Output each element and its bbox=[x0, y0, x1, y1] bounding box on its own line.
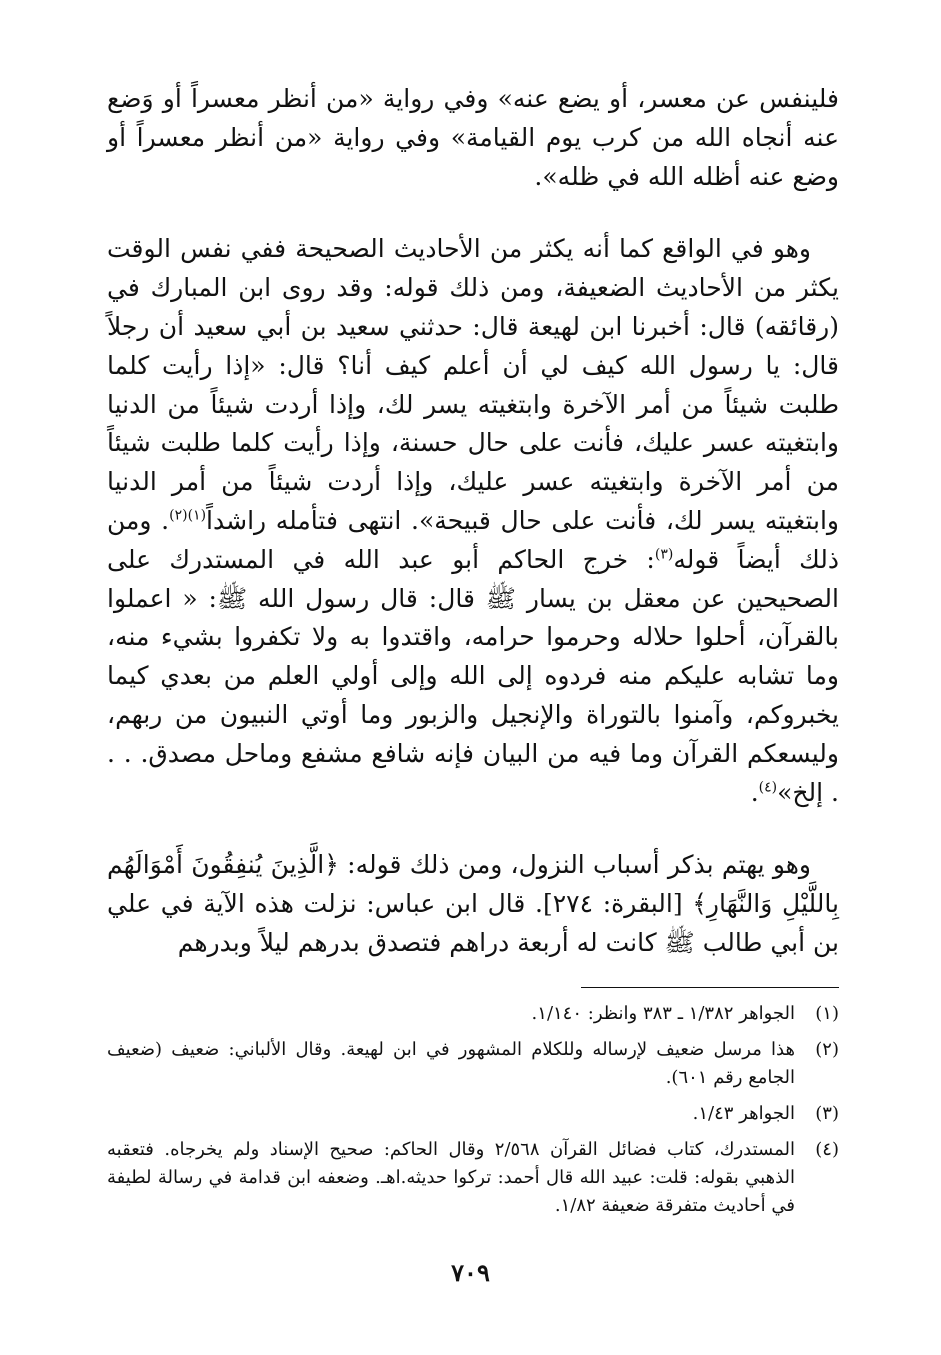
footnote-item bbox=[107, 1136, 839, 1220]
paragraph-3 bbox=[107, 846, 839, 962]
footnote-text: الجواهر ١/٣٨٢ ـ ٣٨٣ وانظر: ١/١٤٠. bbox=[531, 1003, 795, 1024]
paragraph-1: فلينفس عن معسر، أو يضع عنه» وفي رواية «من أنظر معسراً أو وَضع عنه أنجاه الله من كرب يوم القيامة» وفي رواية «من أنظر معسراً أو وضع عنه أظله الله في ظله». bbox=[107, 84, 839, 191]
footnote-number: (٤) bbox=[815, 1139, 839, 1160]
paragraph-2-part-b: . ومن ذلك أيضاً قوله bbox=[107, 505, 839, 574]
paragraph-2-part-d: . bbox=[750, 777, 759, 807]
footnote-number: (٣) bbox=[815, 1103, 839, 1124]
footnote-ref-3: (٣) bbox=[654, 546, 674, 563]
footnote-item bbox=[107, 1100, 839, 1128]
footnote-ref-4: (٤) bbox=[758, 779, 778, 796]
footnote-item bbox=[107, 1000, 839, 1028]
footnote-item bbox=[107, 1036, 839, 1092]
paragraph-2-part-a: وهو في الواقع كما أنه يكثر من الأحاديث الصحيحة ففي نفس الوقت يكثر من الأحاديث الضعيفة، ومن ذلك قوله: وقد روى ابن المبارك في (رقائقه) قال: أخبرنا ابن لهيعة قال: حدثني سعيد بن أبي سعيد أن رجلاً قال: يا رسول الله كيف لي أن أعلم كيف أنا؟ قال: «إذا رأيت كلما طلبت شيئاً من أمر الآخرة وابتغيته يسر لك، وإذا أردت شيئاً من الدنيا وابتغيته عسر عليك، فأنت على حال حسنة، وإذا رأيت كلما طلبت شيئاً من أمر الآخرة وابتغيته عسر عليك، وإذا أردت شيئاً من أمر الدنيا وابتغيته يسر لك، فأنت على حال قبيحة». انتهى فتأمله راشداً bbox=[107, 234, 840, 535]
quran-verse: وهو يهتم بذكر أسباب النزول، ومن ذلك قوله: ﴿الَّذِينَ يُنفِقُونَ أَمْوَالَهُم بِاللَّيْلِ وَالنَّهَارِ﴾ bbox=[107, 850, 839, 919]
paragraph-2-part-c: : خرج الحاكم أبو عبد الله في المستدرك على الصحيحين عن معقل بن يسار ﷺ قال: قال رسول الله ﷺ: « اعملوا بالقرآن، أحلوا حلاله وحرموا حرامه، واقتدوا به ولا تكفروا بشيء منه، وما تشابه عليكم منه فردوه إلى الله وإلى أولي العلم من بعدي كيما يخبروكم، وآمنوا بالتوراة والإنجيل والزبور وما أوتي النبيون من ربهم، وليسعكم القرآن وما فيه من البيان فإنه شافع مشفع وماحل مصدق. . . . إلخ» bbox=[107, 544, 839, 807]
footnote-number: (١) bbox=[815, 1003, 839, 1024]
paragraph-3-text: [البقرة: ٢٧٤]. قال ابن عباس: نزلت هذه الآية في علي بن أبي طالب ﷺ كانت له أربعة دراهم فتصدق بدرهم ليلاً وبدرهم bbox=[107, 889, 839, 957]
footnote-text: هذا مرسل ضعيف لإرساله وللكلام المشهور في ابن لهيعة. وقال الألباني: ضعيف (ضعيف الجامع رقم ٦٠١). bbox=[107, 1039, 795, 1088]
footnotes bbox=[107, 1000, 839, 1220]
footnote-divider bbox=[581, 987, 839, 988]
footnote-text: الجواهر ١/٤٣. bbox=[692, 1103, 795, 1124]
footnote-ref-1-2: (١)(٢) bbox=[169, 507, 207, 524]
footnote-text: المستدرك، كتاب فضائل القرآن ٢/٥٦٨ وقال الحاكم: صحيح الإسناد ولم يخرجاه. فتعقبه الذهبي بقوله: قلت: عبيد الله قال أحمد: تركوا حديثه.اهـ. وضعفه ابن قدامة في رسالة لطيفة في أحاديث متفرقة ضعيفة ١/٨٢. bbox=[107, 1139, 795, 1216]
page-number: ٧٠٩ bbox=[451, 1258, 490, 1287]
footnote-number: (٢) bbox=[815, 1039, 839, 1060]
paragraph-2 bbox=[107, 230, 839, 812]
main-text bbox=[107, 80, 839, 963]
